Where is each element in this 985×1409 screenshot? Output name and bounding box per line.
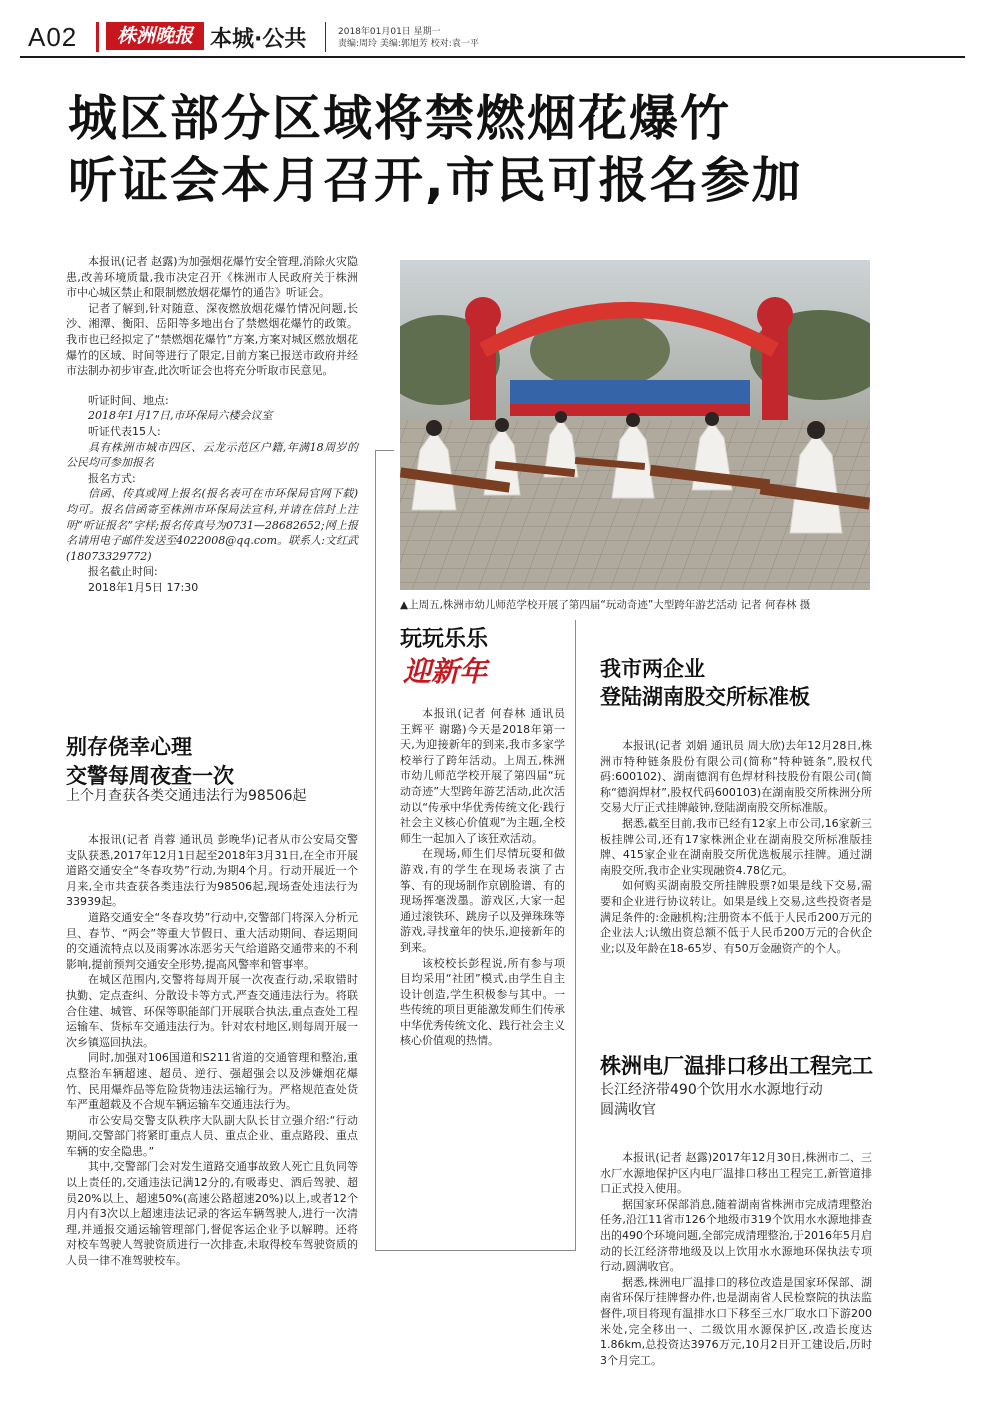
stock-title-2: 登陆湖南股交所标准板 [600,685,810,709]
power-deck-2: 圆满收官 [600,1102,656,1118]
power-paragraph: 据悉,株洲电厂温排口的移位改造是国家环保部、湖南省环保厅挂牌督办件,也是湖南省人民检察院的执法监督件,项目将现有温排水口下移至三水厂取水口下游200米处,完全移出一、二级饮用水源保护区,改造长度达1.86km,总投资达3976万元,10月2日开工建设后,历时3个月完工。 [600,1275,872,1367]
traffic-paragraph: 同时,加强对106国道和S211省道的交通管理和整治,重点整治车辆超速、超员、逆行、强超强会以及涉嫌烟花爆竹、民用爆炸品等危险货物违法运输行为。严格规范查处货车严重超载及不合规车辆运输车交通违法行为。 [66,1051,358,1112]
power-paragraph: 本报讯(记者 赵露)2017年12月30日,株洲市二、三水厂水源地保护区内电厂温排口移出工程完工,新管道排口正式投入使用。 [600,1151,872,1196]
stock-article-body [600,738,872,956]
lead-paragraph: 记者了解到,针对随意、深夜燃放烟花爆竹情况问题,长沙、湘潭、衡阳、岳阳等多地出台了禁燃烟花爆竹的政策。我市也已经拟定了“禁燃烟花爆竹”方案,方案对城区燃放烟花爆竹的区域、时间等进行了限定,目前方案已报送市政府并经市法制办初步审查,此次听证会也将充分听取市民意见。 [66,301,358,378]
power-title: 株洲电厂温排口移出工程完工 [600,1054,873,1078]
sidebar-article-body [400,706,565,1049]
lead-paragraph: 本报讯(记者 赵露)为加强烟花爆竹安全管理,消除火灾隐患,改善环境质量,我市决定召开《株洲市人民政府关于株洲市中心城区禁止和限制燃放烟花爆竹的通告》听证会。 [66,255,358,300]
headline-line-1: 城区部分区域将禁燃烟花爆竹 [68,90,732,147]
stock-paragraph: 据悉,截至目前,我市已经有12家上市公司,16家新三板挂牌公司,还有17家株洲企业在湖南股交所标准版挂牌、415家企业在湖南股交所优选板展示挂牌。通过湖南股交所,我市企业实现融资4.78亿元。 [600,816,872,877]
traffic-paragraph: 市公安局交警支队秩序大队副大队长甘立强介绍:“行动期间,交警部门将紧盯重点人员、重点企业、重点路段、重点车辆的安全隐患。” [66,1113,358,1158]
lead-article-body [66,254,358,595]
info-method-value: 信函、传真或网上报名(报名表可在市环保局官网下载)均可。报名信函寄至株洲市环保局法宣科,并请在信封上注明“听证报名”字样;报名传真号为0731—28682652;网上报名请用电子邮件发送至4022008@qq.com。联系人:文红武(18073329772) [66,487,358,563]
power-deck-1: 长江经济带490个饮用水水源地行动 [600,1082,823,1098]
traffic-paragraph: 道路交通安全“冬春攻势”行动中,交警部门将深入分析元旦、春节、“两会”等重大节假日、重大活动期间、春运期间的交通流特点以及雨雾冰冻恶劣天气给道路交通带来的不利影响,提前预判交通安全形势,提高风警率和管事率。 [66,910,358,971]
header-rule [20,56,965,58]
sidebar-title-2: 迎新年 [403,655,488,688]
sidebar-frame-bottom [375,1250,575,1251]
newspaper-logo: 株洲晚报 [106,22,204,50]
traffic-title-1: 别存侥幸心理 [66,735,192,759]
traffic-paragraph: 其中,交警部门会对发生道路交通事故致人死亡且负同等以上责任的,交通违法记满12分的,有吸毒史、酒后驾驶、超员20%以上、超速50%(高速公路超速20%)以上,或者12个月内有3次以上超速违法记录的客运车辆驾驶人,进行一次清理,并通报交通运输管理部门,督促客运企业予以解聘。还将对校车驾驶人驾驶资质进行一次排查,未取得校车驾驶资质的人员一律不准驾驶校车。 [66,1160,358,1268]
traffic-paragraph: 在城区范围内,交警将每周开展一次夜查行动,采取错时执勤、定点查纠、分散设卡等方式,严查交通违法行为。将联合住建、城管、环保等职能部门开展联合执法,重点查处工程运输车、货标车交通违法行为。针对农村地区,则每周开展一次乡镇巡回执法。 [66,973,358,1049]
section-name: 本城·公共 [210,27,307,52]
header-divider-2 [325,22,326,52]
headline-line-2: 听证会本月召开,市民可报名参加 [68,152,803,209]
traffic-paragraph: 本报讯(记者 肖蓉 通讯员 彭晚华)记者从市公安局交警支队获悉,2017年12月1日起至2018年3月31日,在全市开展道路交通安全“冬春攻势”行动,为期4个月。行动开展近一个月来,全市共查获各类违法行为98506起,现场查处违法行为33939起。 [66,833,358,909]
power-article-body [600,1150,872,1368]
main-headline [68,88,803,212]
traffic-title-2: 交警每周夜查一次 [66,764,234,788]
traffic-deck: 上个月查获各类交通违法行为98506起 [66,788,307,804]
info-reps-label: 听证代表15人: [88,424,161,438]
traffic-article-body [66,832,358,1269]
stock-paragraph: 本报讯(记者 刘娟 通讯员 周大欣)去年12月28日,株洲市特种链条股份有限公司(简称“特种链条”,股权代码:600102)、湖南德润有色焊材科技股份有限公司(简称“德润焊材”,股权代码600103)在湖南股交所株洲分所交易大厅正式挂牌敲钟,登陆湖南股交所标准版。 [600,739,872,815]
sidebar-paragraph: 在现场,师生们尽情玩耍和做游戏,有的学生在现场表演了古筝、有的现场制作京剧脸谱、有的现场挥毫泼墨。游戏区,大家一起通过滚铁环、跳房子以及弹珠珠等游戏,寻找童年的快乐,迎接新年的到来。 [400,847,565,954]
header-divider [96,22,99,52]
issue-date: 2018年01月01日 星期一 [338,27,441,37]
info-deadline-value: 2018年1月5日 17:30 [88,580,199,594]
guzheng-performance-image [400,260,870,590]
sidebar-title-1: 玩玩乐乐 [400,627,489,652]
sidebar-frame-left [375,450,394,1251]
page-number: A02 [28,22,78,52]
stock-paragraph: 如何购买湖南股交所挂牌股票?如果是线下交易,需要和企业进行协议转让。如果是线上交易,这些投资者是满足条件的:金融机构;注册资本不低于人民币200万元的企业法人;认缴出资总额不低于人民币200万元的合伙企业;以及年龄在18-65岁、有50万金融资产的个人。 [600,879,872,955]
photo-caption: ▲上周五,株洲市幼儿师范学校开展了第四届“玩动奇迹”大型跨年游艺活动 记者 何春林 摄 [400,599,811,611]
event-photo [400,260,870,590]
editor-credits: 责编:周玲 美编:郭旭芳 校对:袁一平 [338,39,479,49]
info-method-label: 报名方式: [88,471,136,485]
info-reps-value: 具有株洲市城市四区、云龙示范区户籍,年满18周岁的公民均可参加报名 [66,440,358,470]
sidebar-paragraph: 本报讯(记者 何春林 通讯员 王辉平 谢璐)今天是2018年第一天,为迎接新年的到来,我市多家学校举行了跨年活动。上周五,株洲市幼儿师范学校开展了第四届“玩动奇迹”大型跨年游艺活动,此次活动以“传承中华优秀传统文化·践行社会主义核心价值观”为主题,全校师生一起加入了该狂欢活动。 [400,707,565,845]
info-time-value: 2018年1月17日,市环保局六楼会议室 [88,409,273,423]
info-deadline-label: 报名截止时间: [88,565,158,579]
sidebar-paragraph: 该校校长彭程说,所有参与项目均采用“社团”模式,由学生自主设计创造,学生积极参与其中。一些传统的项目更能激发师生们传承中华优秀传统文化、践行社会主义核心价值观的热情。 [400,956,565,1048]
info-time-label: 听证时间、地点: [88,393,169,407]
sidebar-frame-right [575,620,576,1251]
power-paragraph: 据国家环保部消息,随着湖南省株洲市完成清理整治任务,沿江11省市126个地级市319个饮用水水源地排查出的490个环境问题,全部完成清理整治,于2016年5月启动的长江经济带地级及以上饮用水水源地环保执法专项行动,圆满收官。 [600,1197,872,1274]
stock-title-1: 我市两企业 [600,657,705,681]
